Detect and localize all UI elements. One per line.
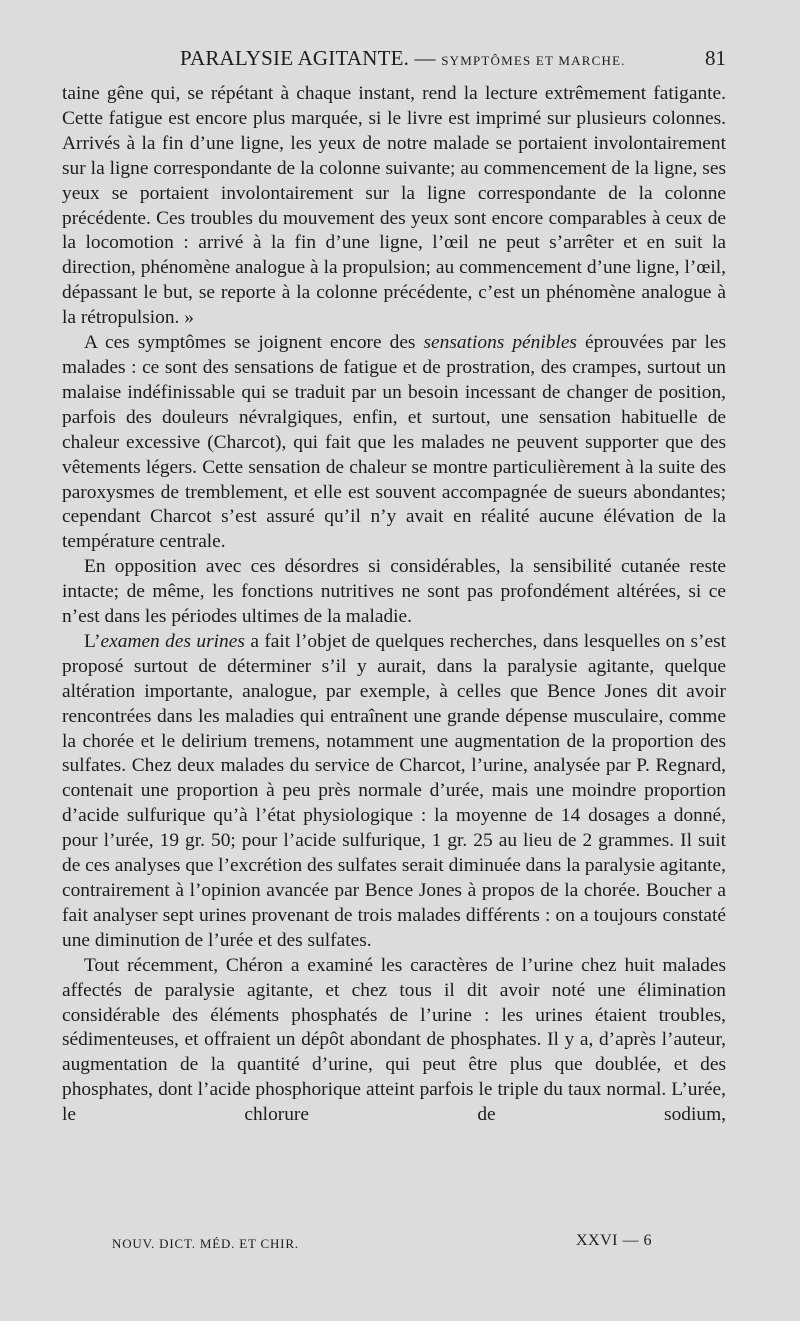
- running-title: [180, 46, 626, 71]
- page-footer: [112, 1232, 652, 1256]
- body-text: [62, 82, 726, 1128]
- paragraph: L’examen des urines a fait l’objet de quelques recherches, dans lesquelles on s’est proposé surtout de déterminer s’il y aurait, dans la paralysie agitante, quelque altération importante, analogue, par exemple, à celles que Bence Jones dit avoir rencontrées dans les maladies qui entraînent une grande dépense musculaire, comme la chorée et le delirium tremens, notamment une augmentation de la proportion des sulfates. Chez deux malades du service de Charcot, l’urine, analysée par P. Regnard, contenait une proportion à peu près normale d’urée, mais une moindre proportion d’acide sulfurique qu’à l’état physiologique : la moyenne de 14 dosages a donné, pour l’urée, 19 gr. 50; pour l’acide sulfurique, 1 gr. 25 au lieu de 2 grammes. Il suit de ces analyses que l’excrétion des sulfates serait diminuée dans la paralysie agitante, contrairement à l’opinion avancée par Bence Jones à propos de la chorée. Boucher a fait analyser sept urines provenant de trois malades différents : on a toujours constaté une diminution de l’urée et des sulfates.: [62, 630, 726, 951]
- page-number: 81: [705, 46, 726, 70]
- paragraph: Tout récemment, Chéron a examiné les caractères de l’urine chez huit malades affectés de paralysie agitante, et chez tous il dit avoir noté une élimination considérable des éléments phosphatés de l’urine : les urines étaient troubles, sédimenteuses, et offraient un dépôt abondant de phosphates. Il y a, d’après l’auteur, augmentation de la quantité d’urine, qui peut être plus que doublée, et des phosphates, dont l’acide phosphorique atteint parfois le triple du taux normal. L’urée, le chlorure de sodium,: [62, 954, 726, 1126]
- footer-signature: NOUV. DICT. MÉD. ET CHIR.: [112, 1236, 299, 1251]
- page-header: [62, 44, 726, 80]
- running-title-section: SYMPTÔMES ET MARCHE.: [441, 53, 626, 68]
- running-title-main: PARALYSIE AGITANTE. —: [180, 46, 436, 70]
- paragraph: A ces symptômes se joignent encore des sensations pénibles éprouvées par les malades : ce sont des sensations de fatigue et de prostration, des crampes, surtout un malaise indéfinissable qui se traduit par un besoin incessant de changer de position, parfois des douleurs névralgiques, enfin, et surtout, une sensation habituelle de chaleur excessive (Charcot), qui fait que les malades ne peuvent supporter que des vêtements légers. Cette sensation de chaleur se montre particulièrement à la suite des paroxysmes de tremblement, et elle est souvent accompagnée de sueurs abondantes; cependant Charcot s’est assuré qu’il n’y avait en réalité aucune élévation de la température centrale.: [62, 332, 726, 553]
- paragraph: En opposition avec ces désordres si considérables, la sensibilité cutanée reste intacte; de même, les fonctions nutritives ne sont pas profondément altérées, si ce n’est dans les périodes ultimes de la maladie.: [62, 556, 726, 628]
- paragraph: taine gêne qui, se répétant à chaque instant, rend la lecture extrêmement fatigante. Cette fatigue est encore plus marquée, si le livre est imprimé sur plusieurs colonnes. Arrivés à la fin d’une ligne, les yeux de notre malade se portaient involontairement sur la ligne correspondante de la colonne suivante; au commencement de la ligne, ses yeux se portaient involontairement sur la ligne correspondante de la colonne précédente. Ces troubles du mouvement des yeux sont encore comparables à ceux de la locomotion : arrivé à la fin d’une ligne, l’œil ne peut s’arrêter et en suit la direction, phénomène analogue à la propulsion; au commencement d’une ligne, l’œil, dépassant le but, se reporte à la colonne précédente, c’est un phénomène analogue à la rétropulsion. »: [62, 83, 726, 329]
- footer-volume-sheet: XXVI — 6: [576, 1232, 652, 1249]
